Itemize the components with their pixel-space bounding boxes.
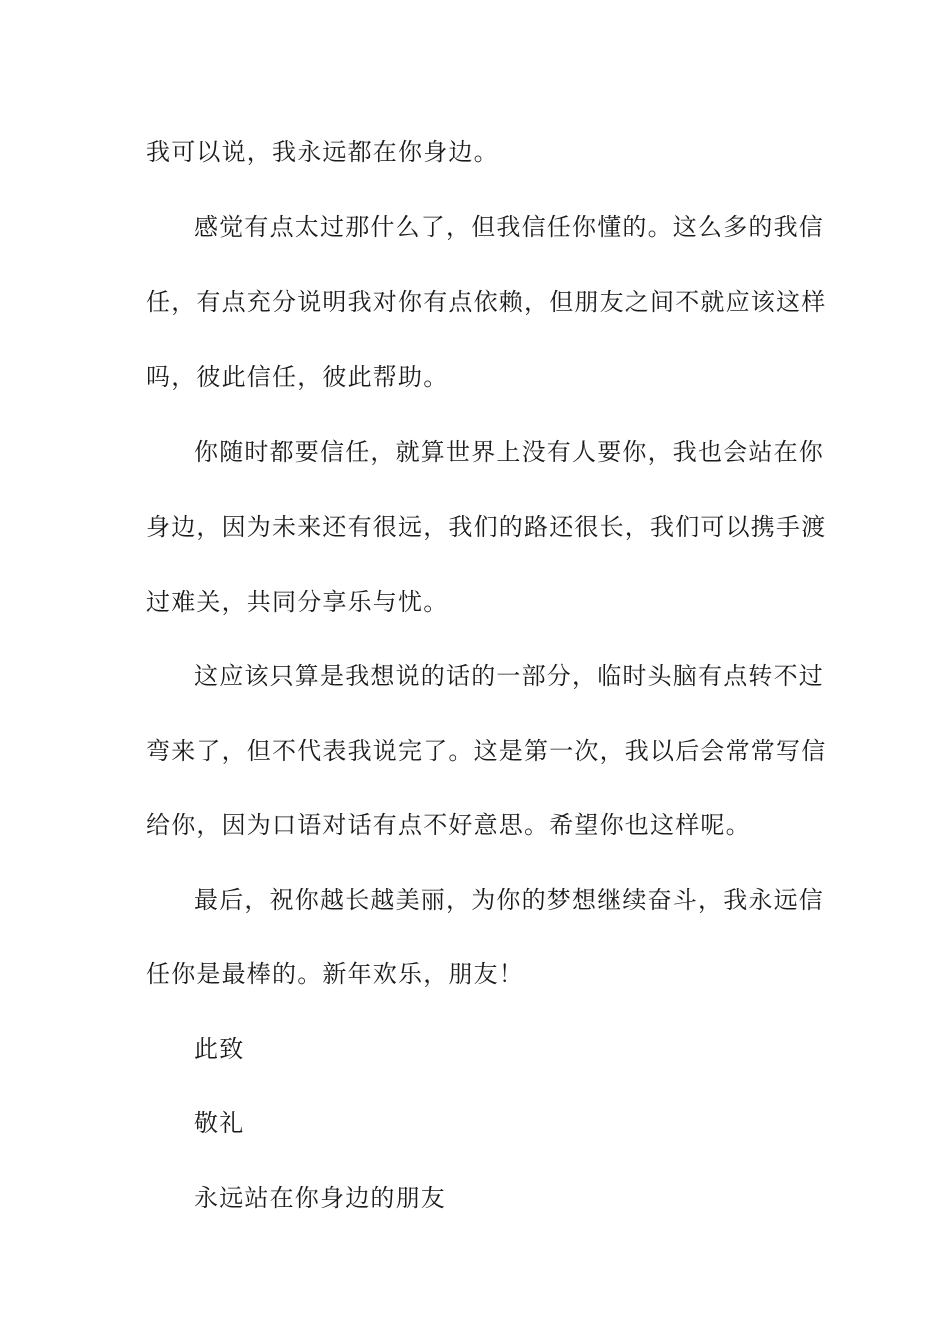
text-line: 身边，因为未来还有很远，我们的路还很长，我们可以携手渡: [146, 513, 827, 541]
text-line: 过难关，共同分享乐与忧。: [146, 588, 449, 616]
text-line: 任你是最棒的。新年欢乐，朋友！: [146, 960, 524, 988]
paragraph-first-line: 这应该只算是我想说的话的一部分，临时头脑有点转不过: [194, 662, 824, 690]
text-line: 弯来了，但不代表我说完了。这是第一次，我以后会常常写信: [146, 737, 827, 765]
paragraph-first-line: 最后，祝你越长越美丽，为你的梦想继续奋斗，我永远信: [194, 886, 824, 914]
closing-salutation: 此致: [194, 1035, 245, 1063]
paragraph-first-line: 你随时都要信任，就算世界上没有人要你，我也会站在你: [194, 438, 824, 466]
text-line: 吗，彼此信任，彼此帮助。: [146, 363, 449, 391]
signature: 永远站在你身边的朋友: [194, 1184, 446, 1212]
closing-regards: 敬礼: [194, 1109, 245, 1137]
text-line: 任，有点充分说明我对你有点依赖，但朋友之间不就应该这样: [146, 288, 827, 316]
text-line: 我可以说，我永远都在你身边。: [146, 138, 499, 166]
paragraph-first-line: 感觉有点太过那什么了，但我信任你懂的。这么多的我信: [194, 213, 824, 241]
text-line: 给你，因为口语对话有点不好意思。希望你也这样呢。: [146, 811, 751, 839]
